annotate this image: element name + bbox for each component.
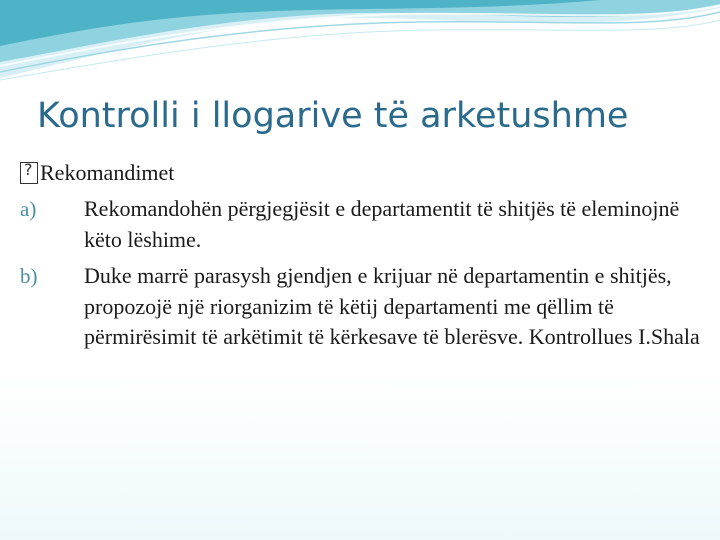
- list-item-text: Duke marrë parasysh gjendjen e krijuar në departamentin e shitjës, propozojë një riorganizim të këtij departamenti me qëllim të përmirësimit të arkëtimit të kërkesave të blerësve. Kontrollues I.Shala: [84, 263, 700, 349]
- slide-title: Kontrolli i llogarive të arketushme: [37, 96, 629, 136]
- list-marker: b): [20, 264, 38, 288]
- list-item: [20, 194, 700, 255]
- list-item-text: Rekomandohën përgjegjësit e departamentit të shitjës të eleminojnë këto lëshime.: [84, 196, 680, 252]
- list-marker: a): [20, 197, 37, 221]
- header-wave-decoration: [0, 0, 720, 90]
- slide-content: [20, 158, 700, 353]
- missing-glyph-icon: [20, 162, 38, 184]
- section-heading: [20, 158, 700, 188]
- list-item: [20, 261, 700, 353]
- heading-text: Rekomandimet: [40, 160, 175, 185]
